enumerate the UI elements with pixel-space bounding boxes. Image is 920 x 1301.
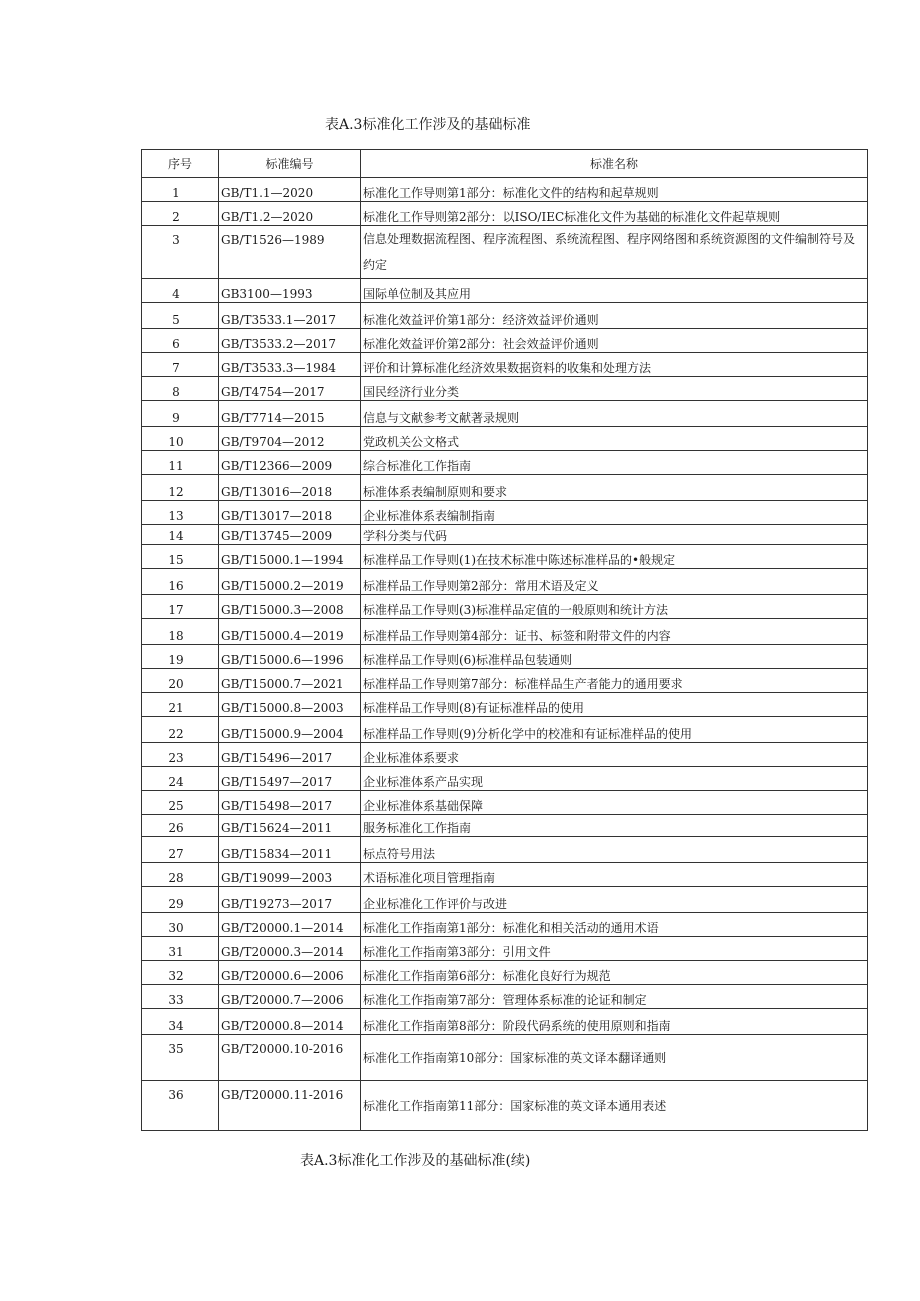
table-row — [142, 887, 868, 913]
standard-name: 标准体系表编制原则和要求 — [361, 475, 868, 501]
row-number: 14 — [142, 525, 219, 545]
standard-name: 信息处理数据流程图、程序流程图、系统流程图、程序网络图和系统资源图的文件编制符号及约定 — [361, 226, 868, 279]
standard-name: 标准样品工作导则(8)有证标准样品的使用 — [361, 693, 868, 717]
table-row — [142, 501, 868, 525]
standard-name: 企业标准体系产品实现 — [361, 767, 868, 791]
row-number: 23 — [142, 743, 219, 767]
standard-code: GB/T15000.9—2004 — [219, 717, 361, 743]
standard-name: 标准样品工作导则第4部分：证书、标签和附带文件的内容 — [361, 619, 868, 645]
standard-code: GB/T9704—2012 — [219, 427, 361, 451]
row-number: 5 — [142, 303, 219, 329]
row-number: 6 — [142, 329, 219, 353]
row-number: 12 — [142, 475, 219, 501]
row-number: 10 — [142, 427, 219, 451]
row-number: 1 — [142, 178, 219, 202]
table-row — [142, 645, 868, 669]
row-number: 36 — [142, 1081, 219, 1131]
header-code: 标准编号 — [219, 150, 361, 178]
table-row — [142, 863, 868, 887]
standard-name: 标准化工作指南第3部分：引用文件 — [361, 937, 868, 961]
standard-name: 标准化工作指南第8部分：阶段代码系统的使用原则和指南 — [361, 1009, 868, 1035]
standard-name: 标准化工作导则第2部分：以ISO/IEC标准化文件为基础的标准化文件起草规则 — [361, 202, 868, 226]
row-number: 9 — [142, 401, 219, 427]
standard-code: GB/T13745—2009 — [219, 525, 361, 545]
standard-name: 国际单位制及其应用 — [361, 279, 868, 303]
table-row — [142, 743, 868, 767]
standard-name: 标准样品工作导则第7部分：标准样品生产者能力的通用要求 — [361, 669, 868, 693]
table-row — [142, 961, 868, 985]
table-row — [142, 937, 868, 961]
standard-name: 标准样品工作导则(3)标准样品定值的一般原则和统计方法 — [361, 595, 868, 619]
header-no: 序号 — [142, 150, 219, 178]
row-number: 15 — [142, 545, 219, 569]
row-number: 25 — [142, 791, 219, 815]
table-row — [142, 451, 868, 475]
table-caption: 表A.3标准化工作涉及的基础标准 — [325, 117, 531, 133]
row-number: 34 — [142, 1009, 219, 1035]
row-number: 26 — [142, 815, 219, 837]
standard-code: GB/T15624—2011 — [219, 815, 361, 837]
standard-name: 标准样品工作导则(9)分析化学中的校准和有证标准样品的使用 — [361, 717, 868, 743]
standard-code: GB/T15000.1—1994 — [219, 545, 361, 569]
table-row — [142, 202, 868, 226]
standard-name: 标准化效益评价第2部分：社会效益评价通则 — [361, 329, 868, 353]
row-number: 11 — [142, 451, 219, 475]
standard-code: GB/T3533.3—1984 — [219, 353, 361, 377]
row-number: 35 — [142, 1035, 219, 1081]
standards-table — [141, 149, 868, 1131]
table-row — [142, 619, 868, 645]
table-row — [142, 837, 868, 863]
standard-name: 标准样品工作导则(6)标准样品包装通则 — [361, 645, 868, 669]
standard-code: GB/T15000.6—1996 — [219, 645, 361, 669]
standard-code: GB/T12366—2009 — [219, 451, 361, 475]
table-row — [142, 525, 868, 545]
table-row — [142, 815, 868, 837]
row-number: 20 — [142, 669, 219, 693]
standard-code: GB/T15496—2017 — [219, 743, 361, 767]
standard-name: 企业标准化工作评价与改进 — [361, 887, 868, 913]
standard-code: GB3100—1993 — [219, 279, 361, 303]
standard-code: GB/T15000.4—2019 — [219, 619, 361, 645]
standard-code: GB/T3533.2—2017 — [219, 329, 361, 353]
table-row — [142, 377, 868, 401]
table-row — [142, 226, 868, 279]
standard-code: GB/T7714—2015 — [219, 401, 361, 427]
standard-name: 企业标准体系基础保障 — [361, 791, 868, 815]
row-number: 28 — [142, 863, 219, 887]
row-number: 29 — [142, 887, 219, 913]
table-row — [142, 693, 868, 717]
standard-code: GB/T19273—2017 — [219, 887, 361, 913]
table-row — [142, 1081, 868, 1131]
standard-code: GB/T15000.2—2019 — [219, 569, 361, 595]
standard-code: GB/T20000.10-2016 — [219, 1035, 361, 1081]
table-row — [142, 545, 868, 569]
table-header-row — [142, 150, 868, 178]
table-row — [142, 669, 868, 693]
standard-code: GB/T20000.3—2014 — [219, 937, 361, 961]
table-row — [142, 329, 868, 353]
standard-name: 综合标准化工作指南 — [361, 451, 868, 475]
standard-code: GB/T1.2—2020 — [219, 202, 361, 226]
standard-name: 标准化工作指南第10部分：国家标准的英文译本翻译通则 — [361, 1035, 868, 1081]
row-number: 2 — [142, 202, 219, 226]
standard-code: GB/T4754—2017 — [219, 377, 361, 401]
standard-name: 标准化工作导则第1部分：标准化文件的结构和起草规则 — [361, 178, 868, 202]
row-number: 8 — [142, 377, 219, 401]
table-row — [142, 1035, 868, 1081]
row-number: 19 — [142, 645, 219, 669]
row-number: 30 — [142, 913, 219, 937]
table-row — [142, 985, 868, 1009]
standard-name: 企业标准体系要求 — [361, 743, 868, 767]
standard-name: 评价和计算标准化经济效果数据资料的收集和处理方法 — [361, 353, 868, 377]
row-number: 21 — [142, 693, 219, 717]
table-row — [142, 913, 868, 937]
row-number: 16 — [142, 569, 219, 595]
table-row — [142, 303, 868, 329]
standard-code: GB/T20000.7—2006 — [219, 985, 361, 1009]
standard-code: GB/T20000.8—2014 — [219, 1009, 361, 1035]
standard-name: 党政机关公文格式 — [361, 427, 868, 451]
standard-code: GB/T19099—2003 — [219, 863, 361, 887]
standard-code: GB/T15834—2011 — [219, 837, 361, 863]
standard-code: GB/T15000.3—2008 — [219, 595, 361, 619]
standard-code: GB/T3533.1—2017 — [219, 303, 361, 329]
row-number: 32 — [142, 961, 219, 985]
table-row — [142, 279, 868, 303]
row-number: 31 — [142, 937, 219, 961]
table-row — [142, 178, 868, 202]
row-number: 7 — [142, 353, 219, 377]
standard-name: 企业标准体系表编制指南 — [361, 501, 868, 525]
table-row — [142, 353, 868, 377]
standard-code: GB/T1.1—2020 — [219, 178, 361, 202]
standard-code: GB/T13016—2018 — [219, 475, 361, 501]
standard-code: GB/T15497—2017 — [219, 767, 361, 791]
table-row — [142, 401, 868, 427]
standard-name: 标准化工作指南第1部分：标准化和相关活动的通用术语 — [361, 913, 868, 937]
row-number: 22 — [142, 717, 219, 743]
table-row — [142, 791, 868, 815]
standard-name: 标点符号用法 — [361, 837, 868, 863]
standard-name: 学科分类与代码 — [361, 525, 868, 545]
standard-code: GB/T13017—2018 — [219, 501, 361, 525]
standard-code: GB/T20000.6—2006 — [219, 961, 361, 985]
standard-code: GB/T20000.11-2016 — [219, 1081, 361, 1131]
table-row — [142, 569, 868, 595]
standard-name: 术语标准化项目管理指南 — [361, 863, 868, 887]
standard-name: 标准化工作指南第11部分：国家标准的英文译本通用表述 — [361, 1081, 868, 1131]
row-number: 27 — [142, 837, 219, 863]
row-number: 33 — [142, 985, 219, 1009]
row-number: 4 — [142, 279, 219, 303]
standard-code: GB/T15000.7—2021 — [219, 669, 361, 693]
table-row — [142, 427, 868, 451]
table-row — [142, 717, 868, 743]
standard-code: GB/T15498—2017 — [219, 791, 361, 815]
standard-name: 标准化工作指南第6部分：标准化良好行为规范 — [361, 961, 868, 985]
table-row — [142, 1009, 868, 1035]
row-number: 17 — [142, 595, 219, 619]
standard-code: GB/T1526—1989 — [219, 226, 361, 279]
row-number: 24 — [142, 767, 219, 791]
standard-code: GB/T15000.8—2003 — [219, 693, 361, 717]
standard-name: 标准化工作指南第7部分：管理体系标准的论证和制定 — [361, 985, 868, 1009]
standard-name: 服务标准化工作指南 — [361, 815, 868, 837]
row-number: 3 — [142, 226, 219, 279]
row-number: 18 — [142, 619, 219, 645]
header-name: 标准名称 — [361, 150, 868, 178]
standard-code: GB/T20000.1—2014 — [219, 913, 361, 937]
standard-name: 标准样品工作导则第2部分：常用术语及定义 — [361, 569, 868, 595]
table-row — [142, 767, 868, 791]
standard-name: 标准化效益评价第1部分：经济效益评价通则 — [361, 303, 868, 329]
standard-name: 国民经济行业分类 — [361, 377, 868, 401]
table-row — [142, 595, 868, 619]
table-caption-continued: 表A.3标准化工作涉及的基础标准(续) — [300, 1153, 531, 1169]
table-row — [142, 475, 868, 501]
row-number: 13 — [142, 501, 219, 525]
standard-name: 信息与文献参考文献著录规则 — [361, 401, 868, 427]
standard-name: 标准样品工作导则(1)在技术标准中陈述标准样品的•般规定 — [361, 545, 868, 569]
